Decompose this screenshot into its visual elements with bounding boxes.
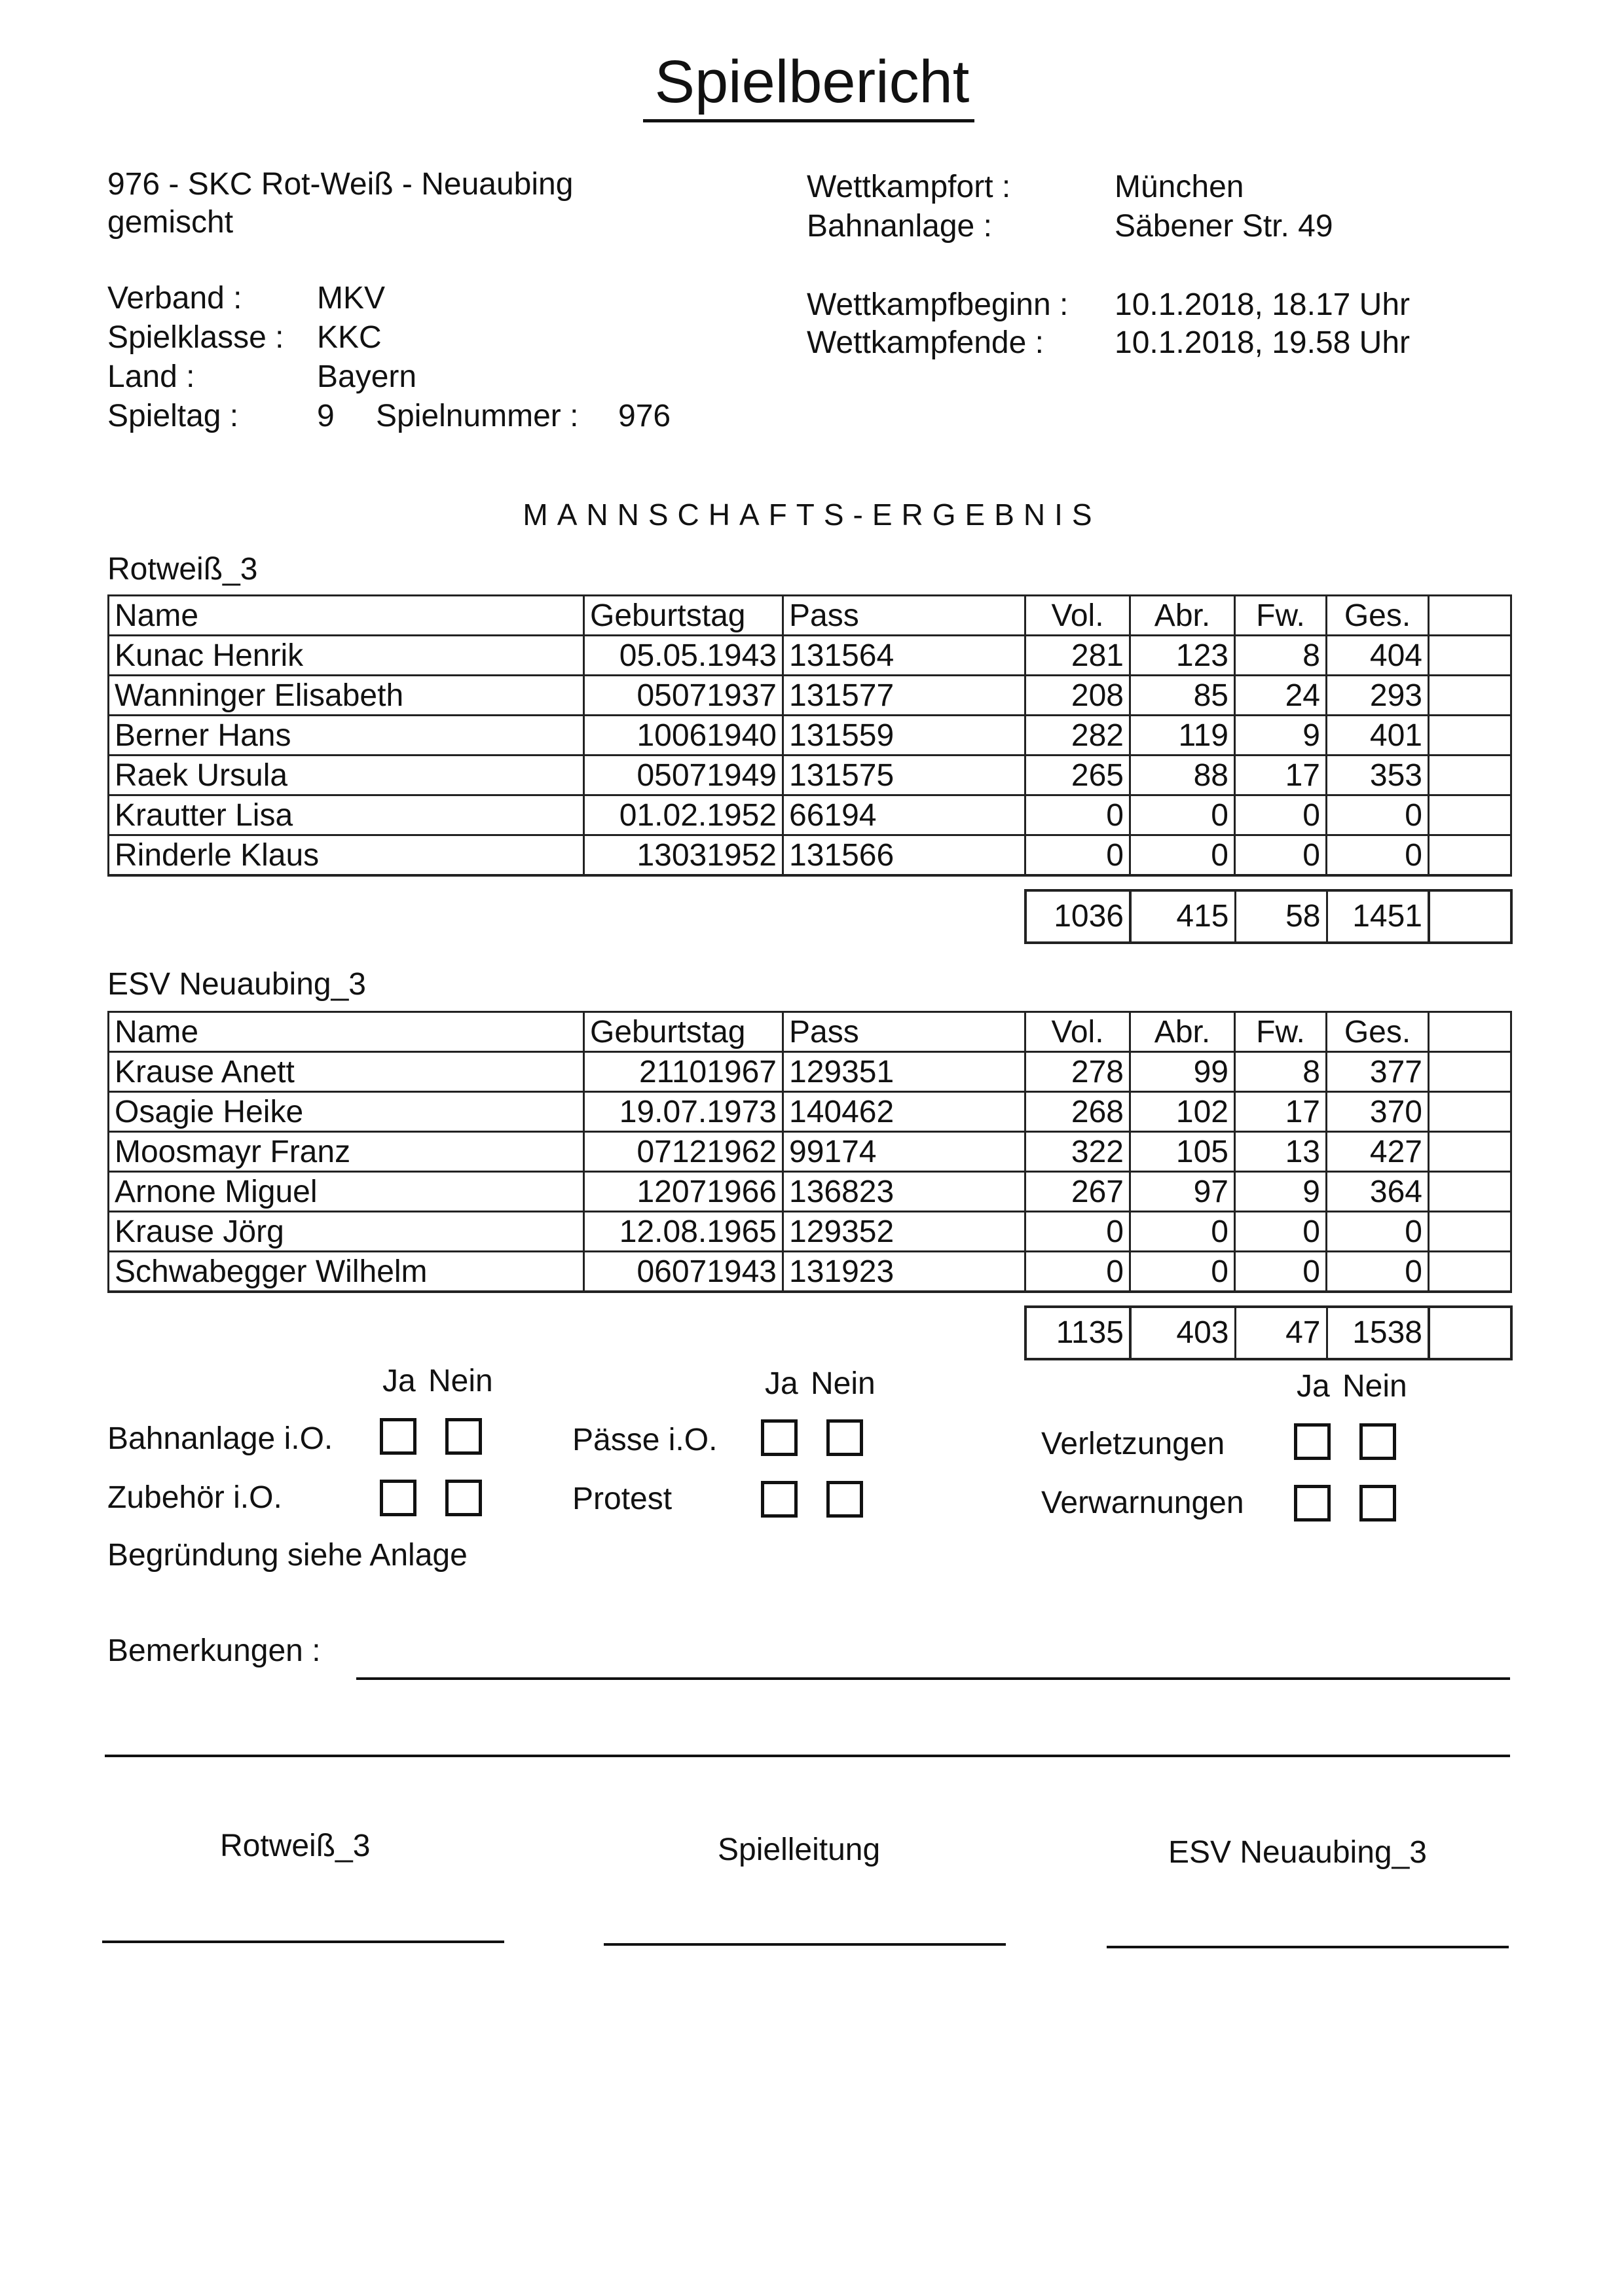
bahnanlage-nein-checkbox[interactable] — [445, 1418, 482, 1455]
player-pass: 140462 — [783, 1092, 1025, 1132]
player-geburtstag: 07121962 — [584, 1132, 783, 1172]
player-fw: 24 — [1235, 676, 1327, 716]
signature-left-label: Rotweiß_3 — [220, 1829, 371, 1863]
section-title: MANNSCHAFTS-ERGEBNIS — [523, 498, 1101, 532]
paesse-ja-checkbox[interactable] — [761, 1419, 798, 1456]
empty-cell — [1429, 1092, 1511, 1132]
col-header-name: Name — [109, 1012, 584, 1052]
col-header-abr: Abr. — [1130, 1012, 1235, 1052]
spielklasse-label: Spielklasse : — [107, 320, 284, 355]
player-name: Rinderle Klaus — [109, 835, 584, 876]
col-header-pass: Pass — [783, 1012, 1025, 1052]
bahnanlage-value: Säbener Str. 49 — [1115, 209, 1333, 244]
player-vol: 265 — [1025, 756, 1130, 795]
total-ges: 1451 — [1327, 890, 1429, 943]
player-pass: 131923 — [783, 1252, 1025, 1292]
ja-label: Ja — [1297, 1369, 1330, 1404]
protest-nein-checkbox[interactable] — [826, 1481, 863, 1518]
player-pass: 131575 — [783, 756, 1025, 795]
player-ges: 0 — [1327, 795, 1429, 835]
empty-cell — [1429, 1307, 1511, 1359]
col-header-ges: Ges. — [1327, 1012, 1429, 1052]
bahnanlage-ja-checkbox[interactable] — [380, 1418, 416, 1455]
player-abr: 105 — [1130, 1132, 1235, 1172]
player-geburtstag: 05071949 — [584, 756, 783, 795]
protest-label: Protest — [572, 1482, 673, 1516]
begruendung-text: Begründung siehe Anlage — [107, 1538, 468, 1573]
empty-cell — [1429, 636, 1511, 676]
player-abr: 99 — [1130, 1052, 1235, 1092]
player-geburtstag: 05071937 — [584, 676, 783, 716]
player-abr: 85 — [1130, 676, 1235, 716]
verletzungen-ja-checkbox[interactable] — [1294, 1423, 1331, 1460]
paesse-check-label: Pässe i.O. — [572, 1423, 718, 1457]
table-row — [109, 1052, 1511, 1092]
col-header-vol: Vol. — [1025, 596, 1130, 636]
player-geburtstag: 01.02.1952 — [584, 795, 783, 835]
player-ges: 0 — [1327, 835, 1429, 876]
player-geburtstag: 12071966 — [584, 1172, 783, 1212]
col-header-abr: Abr. — [1130, 596, 1235, 636]
col-header-fw: Fw. — [1235, 596, 1327, 636]
signature-center-label: Spielleitung — [718, 1832, 881, 1867]
total-vol: 1036 — [1025, 890, 1130, 943]
player-name: Schwabegger Wilhelm — [109, 1252, 584, 1292]
player-vol: 278 — [1025, 1052, 1130, 1092]
spielnummer-value: 976 — [618, 399, 671, 433]
table-row — [109, 1252, 1511, 1292]
empty-cell — [1429, 1212, 1511, 1252]
empty-cell — [1429, 756, 1511, 795]
player-pass: 66194 — [783, 795, 1025, 835]
player-vol: 267 — [1025, 1172, 1130, 1212]
player-pass: 131559 — [783, 716, 1025, 756]
title-underline — [643, 119, 974, 122]
empty-cell — [1429, 716, 1511, 756]
player-name: Wanninger Elisabeth — [109, 676, 584, 716]
player-pass: 129352 — [783, 1212, 1025, 1252]
ende-value: 10.1.2018, 19.58 Uhr — [1115, 325, 1411, 360]
zubehoer-nein-checkbox[interactable] — [445, 1480, 482, 1516]
player-abr: 0 — [1130, 795, 1235, 835]
bahnanlage-check-label: Bahnanlage i.O. — [107, 1421, 333, 1456]
table-row — [109, 835, 1511, 876]
zubehoer-ja-checkbox[interactable] — [380, 1480, 416, 1516]
player-name: Krause Jörg — [109, 1212, 584, 1252]
beginn-label: Wettkampfbeginn : — [807, 287, 1069, 322]
player-abr: 97 — [1130, 1172, 1235, 1212]
player-vol: 268 — [1025, 1092, 1130, 1132]
player-ges: 364 — [1327, 1172, 1429, 1212]
signature-right-line[interactable] — [1107, 1946, 1509, 1948]
verband-value: MKV — [317, 281, 386, 316]
ende-label: Wettkampfende : — [807, 325, 1044, 360]
empty-cell — [1429, 1132, 1511, 1172]
table-header-row — [109, 1012, 1511, 1052]
player-ges: 0 — [1327, 1252, 1429, 1292]
empty-cell — [1429, 835, 1511, 876]
player-vol: 0 — [1025, 1252, 1130, 1292]
player-name: Raek Ursula — [109, 756, 584, 795]
col-header-fw: Fw. — [1235, 1012, 1327, 1052]
verwarnungen-ja-checkbox[interactable] — [1294, 1485, 1331, 1522]
player-ges: 427 — [1327, 1132, 1429, 1172]
total-vol: 1135 — [1025, 1307, 1130, 1359]
player-pass: 131564 — [783, 636, 1025, 676]
player-fw: 17 — [1235, 756, 1327, 795]
player-geburtstag: 10061940 — [584, 716, 783, 756]
player-abr: 0 — [1130, 1212, 1235, 1252]
total-ges: 1538 — [1327, 1307, 1429, 1359]
verband-label: Verband : — [107, 281, 242, 316]
player-pass: 131566 — [783, 835, 1025, 876]
wettkampfort-label: Wettkampfort : — [807, 170, 1011, 204]
spieltag-label: Spieltag : — [107, 399, 239, 433]
bahnanlage-label: Bahnanlage : — [807, 209, 992, 244]
player-name: Kunac Henrik — [109, 636, 584, 676]
total-fw: 58 — [1235, 890, 1327, 943]
player-pass: 131577 — [783, 676, 1025, 716]
col-header-vol: Vol. — [1025, 1012, 1130, 1052]
table-row — [109, 1212, 1511, 1252]
col-header-name: Name — [109, 596, 584, 636]
player-abr: 0 — [1130, 835, 1235, 876]
player-fw: 0 — [1235, 1252, 1327, 1292]
nein-label: Nein — [811, 1366, 876, 1401]
player-vol: 322 — [1025, 1132, 1130, 1172]
ja-label: Ja — [382, 1364, 416, 1398]
signature-right-label: ESV Neuaubing_3 — [1168, 1835, 1427, 1870]
bemerkungen-label: Bemerkungen : — [107, 1633, 321, 1668]
table-row — [109, 756, 1511, 795]
table-row — [109, 676, 1511, 716]
player-ges: 370 — [1327, 1092, 1429, 1132]
empty-cell — [1429, 1252, 1511, 1292]
player-geburtstag: 19.07.1973 — [584, 1092, 783, 1132]
player-vol: 208 — [1025, 676, 1130, 716]
player-vol: 0 — [1025, 1212, 1130, 1252]
player-geburtstag: 12.08.1965 — [584, 1212, 783, 1252]
spieltag-value: 9 — [317, 399, 335, 433]
player-ges: 377 — [1327, 1052, 1429, 1092]
table-row — [109, 636, 1511, 676]
player-ges: 0 — [1327, 1212, 1429, 1252]
player-fw: 9 — [1235, 1172, 1327, 1212]
table-row — [109, 1092, 1511, 1132]
beginn-value: 10.1.2018, 18.17 Uhr — [1115, 287, 1411, 322]
player-pass: 129351 — [783, 1052, 1025, 1092]
player-ges: 353 — [1327, 756, 1429, 795]
team-name: ESV Neuaubing_3 — [107, 967, 366, 1002]
player-pass: 136823 — [783, 1172, 1025, 1212]
team-table — [107, 594, 1512, 877]
wettkampfort-value: München — [1115, 170, 1244, 204]
player-abr: 88 — [1130, 756, 1235, 795]
col-header-ges: Ges. — [1327, 596, 1429, 636]
player-fw: 13 — [1235, 1132, 1327, 1172]
team-kind: gemischt — [107, 205, 234, 240]
total-abr: 415 — [1130, 890, 1235, 943]
spielklasse-value: KKC — [317, 320, 382, 355]
table-row — [109, 795, 1511, 835]
zubehoer-check-label: Zubehör i.O. — [107, 1480, 282, 1515]
player-fw: 8 — [1235, 636, 1327, 676]
verletzungen-nein-checkbox[interactable] — [1359, 1423, 1396, 1460]
table-row — [109, 1132, 1511, 1172]
nein-label: Nein — [1342, 1369, 1407, 1404]
player-abr: 123 — [1130, 636, 1235, 676]
team-table — [107, 1011, 1512, 1293]
player-abr: 0 — [1130, 1252, 1235, 1292]
club-name: 976 - SKC Rot-Weiß - Neuaubing — [107, 167, 574, 202]
land-label: Land : — [107, 359, 195, 394]
player-abr: 119 — [1130, 716, 1235, 756]
player-vol: 0 — [1025, 795, 1130, 835]
player-ges: 404 — [1327, 636, 1429, 676]
player-fw: 0 — [1235, 795, 1327, 835]
player-vol: 282 — [1025, 716, 1130, 756]
signature-left-line[interactable] — [102, 1941, 504, 1943]
player-name: Krautter Lisa — [109, 795, 584, 835]
player-name: Osagie Heike — [109, 1092, 584, 1132]
player-abr: 102 — [1130, 1092, 1235, 1132]
player-fw: 8 — [1235, 1052, 1327, 1092]
empty-cell — [1429, 596, 1511, 636]
player-vol: 0 — [1025, 835, 1130, 876]
player-name: Krause Anett — [109, 1052, 584, 1092]
col-header-geburtstag: Geburtstag — [584, 1012, 783, 1052]
player-name: Berner Hans — [109, 716, 584, 756]
verwarnungen-label: Verwarnungen — [1041, 1485, 1244, 1520]
paesse-nein-checkbox[interactable] — [826, 1419, 863, 1456]
table-header-row — [109, 596, 1511, 636]
player-ges: 293 — [1327, 676, 1429, 716]
player-fw: 0 — [1235, 835, 1327, 876]
empty-cell — [1429, 1172, 1511, 1212]
bemerkungen-line[interactable] — [105, 1755, 1510, 1757]
ja-label: Ja — [765, 1366, 798, 1401]
player-geburtstag: 06071943 — [584, 1252, 783, 1292]
bemerkungen-line[interactable] — [356, 1677, 1510, 1680]
team-totals — [1024, 1305, 1513, 1360]
empty-cell — [1429, 1012, 1511, 1052]
empty-cell — [1429, 1052, 1511, 1092]
signature-center-line[interactable] — [604, 1943, 1006, 1946]
total-fw: 47 — [1235, 1307, 1327, 1359]
total-abr: 403 — [1130, 1307, 1235, 1359]
player-fw: 0 — [1235, 1212, 1327, 1252]
land-value: Bayern — [317, 359, 417, 394]
player-pass: 99174 — [783, 1132, 1025, 1172]
protest-ja-checkbox[interactable] — [761, 1481, 798, 1518]
player-vol: 281 — [1025, 636, 1130, 676]
player-geburtstag: 13031952 — [584, 835, 783, 876]
player-geburtstag: 21101967 — [584, 1052, 783, 1092]
player-fw: 9 — [1235, 716, 1327, 756]
player-fw: 17 — [1235, 1092, 1327, 1132]
player-name: Moosmayr Franz — [109, 1132, 584, 1172]
team-name: Rotweiß_3 — [107, 552, 258, 587]
team-totals — [1024, 889, 1513, 944]
page-title: Spielbericht — [654, 48, 970, 115]
col-header-pass: Pass — [783, 596, 1025, 636]
spielnummer-label: Spielnummer : — [376, 399, 579, 433]
col-header-geburtstag: Geburtstag — [584, 596, 783, 636]
player-name: Arnone Miguel — [109, 1172, 584, 1212]
player-ges: 401 — [1327, 716, 1429, 756]
table-row — [109, 1172, 1511, 1212]
table-row — [109, 716, 1511, 756]
player-geburtstag: 05.05.1943 — [584, 636, 783, 676]
empty-cell — [1429, 795, 1511, 835]
verletzungen-label: Verletzungen — [1041, 1427, 1225, 1461]
verwarnungen-nein-checkbox[interactable] — [1359, 1485, 1396, 1522]
empty-cell — [1429, 890, 1511, 943]
nein-label: Nein — [428, 1364, 493, 1398]
empty-cell — [1429, 676, 1511, 716]
